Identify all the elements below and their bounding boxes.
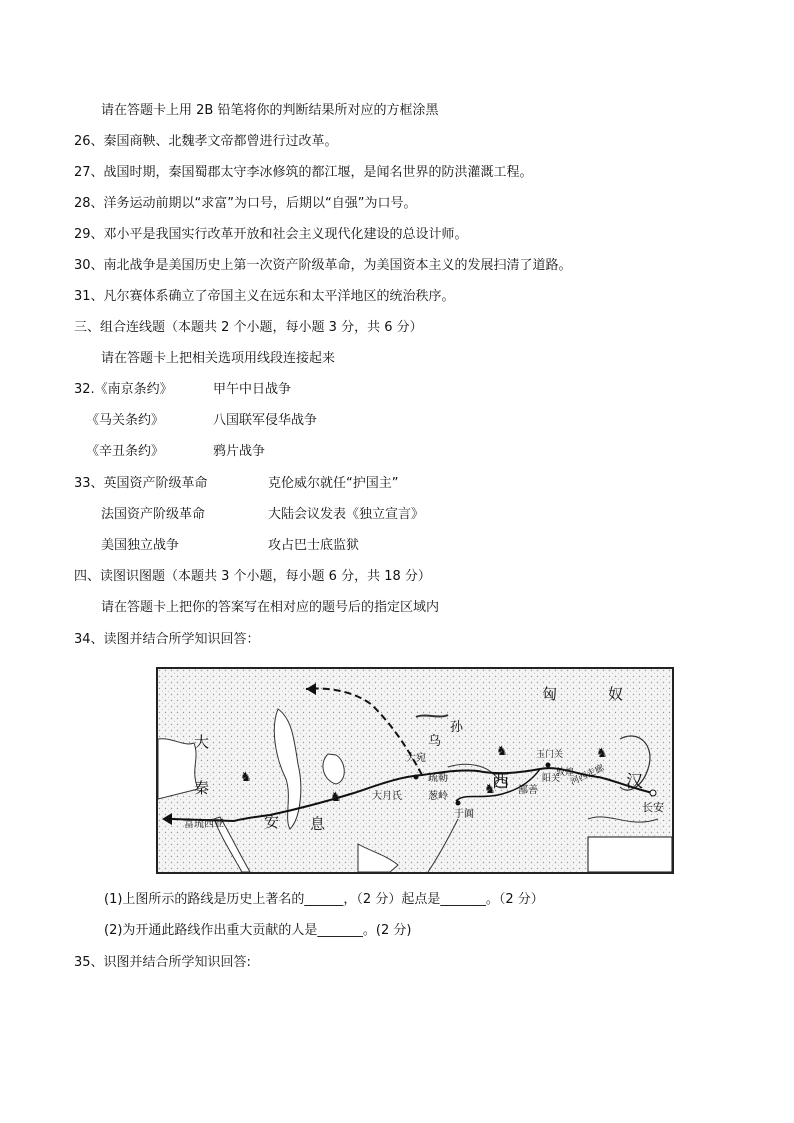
map-label-xiongnu-2: 奴 [608,685,624,703]
map-label-yumenguan: 玉门关 [536,750,564,760]
map-label-changan: 长安 [642,801,664,814]
map-inset-box [588,837,672,872]
section3-heading: 三、组合连线题（本题共 2 个小题，每小题 3 分，共 6 分） [74,320,423,335]
question-34-2: (2)为开通此路线作出重大贡献的人是_______。(2 分) [104,923,412,938]
q32-left-1: 32.《南京条约》 [74,382,173,397]
mediterranean [158,739,198,799]
map-label-hexi: 河西走廊 [569,763,606,788]
question-29: 29、邓小平是我国实行改革开放和社会主义现代化建设的总设计师。 [74,227,468,242]
balkhash-lake [416,715,448,717]
q33-right-2: 大陆会议发表《独立宣言》 [268,507,425,522]
question-26: 26、秦国商鞅、北魏孝文帝都曾进行过改革。 [74,134,338,149]
q32-right-3: 鸦片战争 [213,444,266,459]
question-35: 35、识图并结合所学知识回答: [74,955,251,970]
q33-right-1: 克伦威尔就任“护国主” [268,476,399,491]
question-34: 34、读图并结合所学知识回答： [74,632,260,647]
map-label-wusun-1: 乌 [428,734,442,749]
question-27: 27、战国时期，秦国蜀郡太守李冰修筑的都江堰，是闻名世界的防洪灌溉工程。 [74,165,533,180]
yutian-marker [456,801,461,806]
question-30: 30、南北战争是美国历史上第一次资产阶级革命，为美国资本主义的发展扫清了道路。 [74,258,572,273]
map-label-shule: 疏勒 [428,773,448,784]
connect-instruction: 请在答题卡上把相关选项用线段连接起来 [101,351,336,366]
map-label-an: 安 [264,813,280,831]
map-label-dayuan: 大宛 [406,753,426,764]
camel-icon: ♞ [484,782,496,797]
map-label-shanshan: 鄯善 [518,785,538,796]
q32-left-2: 《马关条约》 [86,413,165,428]
judge-instruction: 请在答题卡上用 2B 铅笔将你的判断结果所对应的方框涂黑 [101,103,439,118]
camel-icon: ♞ [496,744,508,759]
changan-marker [650,790,656,796]
camel-icon: ♞ [330,790,342,805]
q32-right-1: 甲午中日战争 [213,382,292,397]
map-label-da: 大 [194,733,210,751]
camel-icon: ♞ [596,746,608,761]
q33-left-1: 33、英国资产阶级革命 [74,476,208,491]
map-label-xiyu: 西 [492,772,509,792]
map-label-yangguan: 阳关 [542,774,561,784]
map-label-xi: 息 [310,815,326,833]
map-label-xiongnu-1: 匈 [542,685,558,703]
map-label-yutian: 于阗 [454,809,474,820]
question-28: 28、洋务运动前期以“求富”为口号，后期以“自强”为口号。 [74,196,417,211]
silk-road-map [156,667,674,874]
map-label-congling: 葱岭 [428,791,448,802]
q32-right-2: 八国联军侵华战争 [213,413,318,428]
question-34-1: (1)上图所示的路线是历史上著名的______，（2 分）起点是_______。（2 分） [104,892,544,907]
q32-left-3: 《辛丑条约》 [86,444,165,459]
q33-left-2: 法国资产阶级革命 [101,507,206,522]
map-label-fulin: 富琉西亚 [184,819,224,830]
q33-right-3: 攻占巴士底监狱 [268,538,360,553]
map-label-dunhuang: 敦煌 [556,768,575,778]
shule-marker [414,775,419,780]
map-label-wusun-2: 孙 [450,720,464,735]
yumenguan-marker [546,763,551,768]
q33-left-3: 美国独立战争 [101,538,180,553]
camel-icon: ♞ [240,770,252,785]
map-label-han: 汉 [626,772,643,792]
map-label-qin: 秦 [194,779,210,797]
map-label-dayuezhi: 大月氏 [372,791,402,802]
write-instruction: 请在答题卡上把你的答案写在相对应的题号后的指定区域内 [101,600,440,615]
question-31: 31、凡尔赛体系确立了帝国主义在远东和太平洋地区的统治秩序。 [74,289,455,304]
section4-heading: 四、读图识图题（本题共 3 个小题，每小题 6 分，共 18 分） [74,569,431,584]
